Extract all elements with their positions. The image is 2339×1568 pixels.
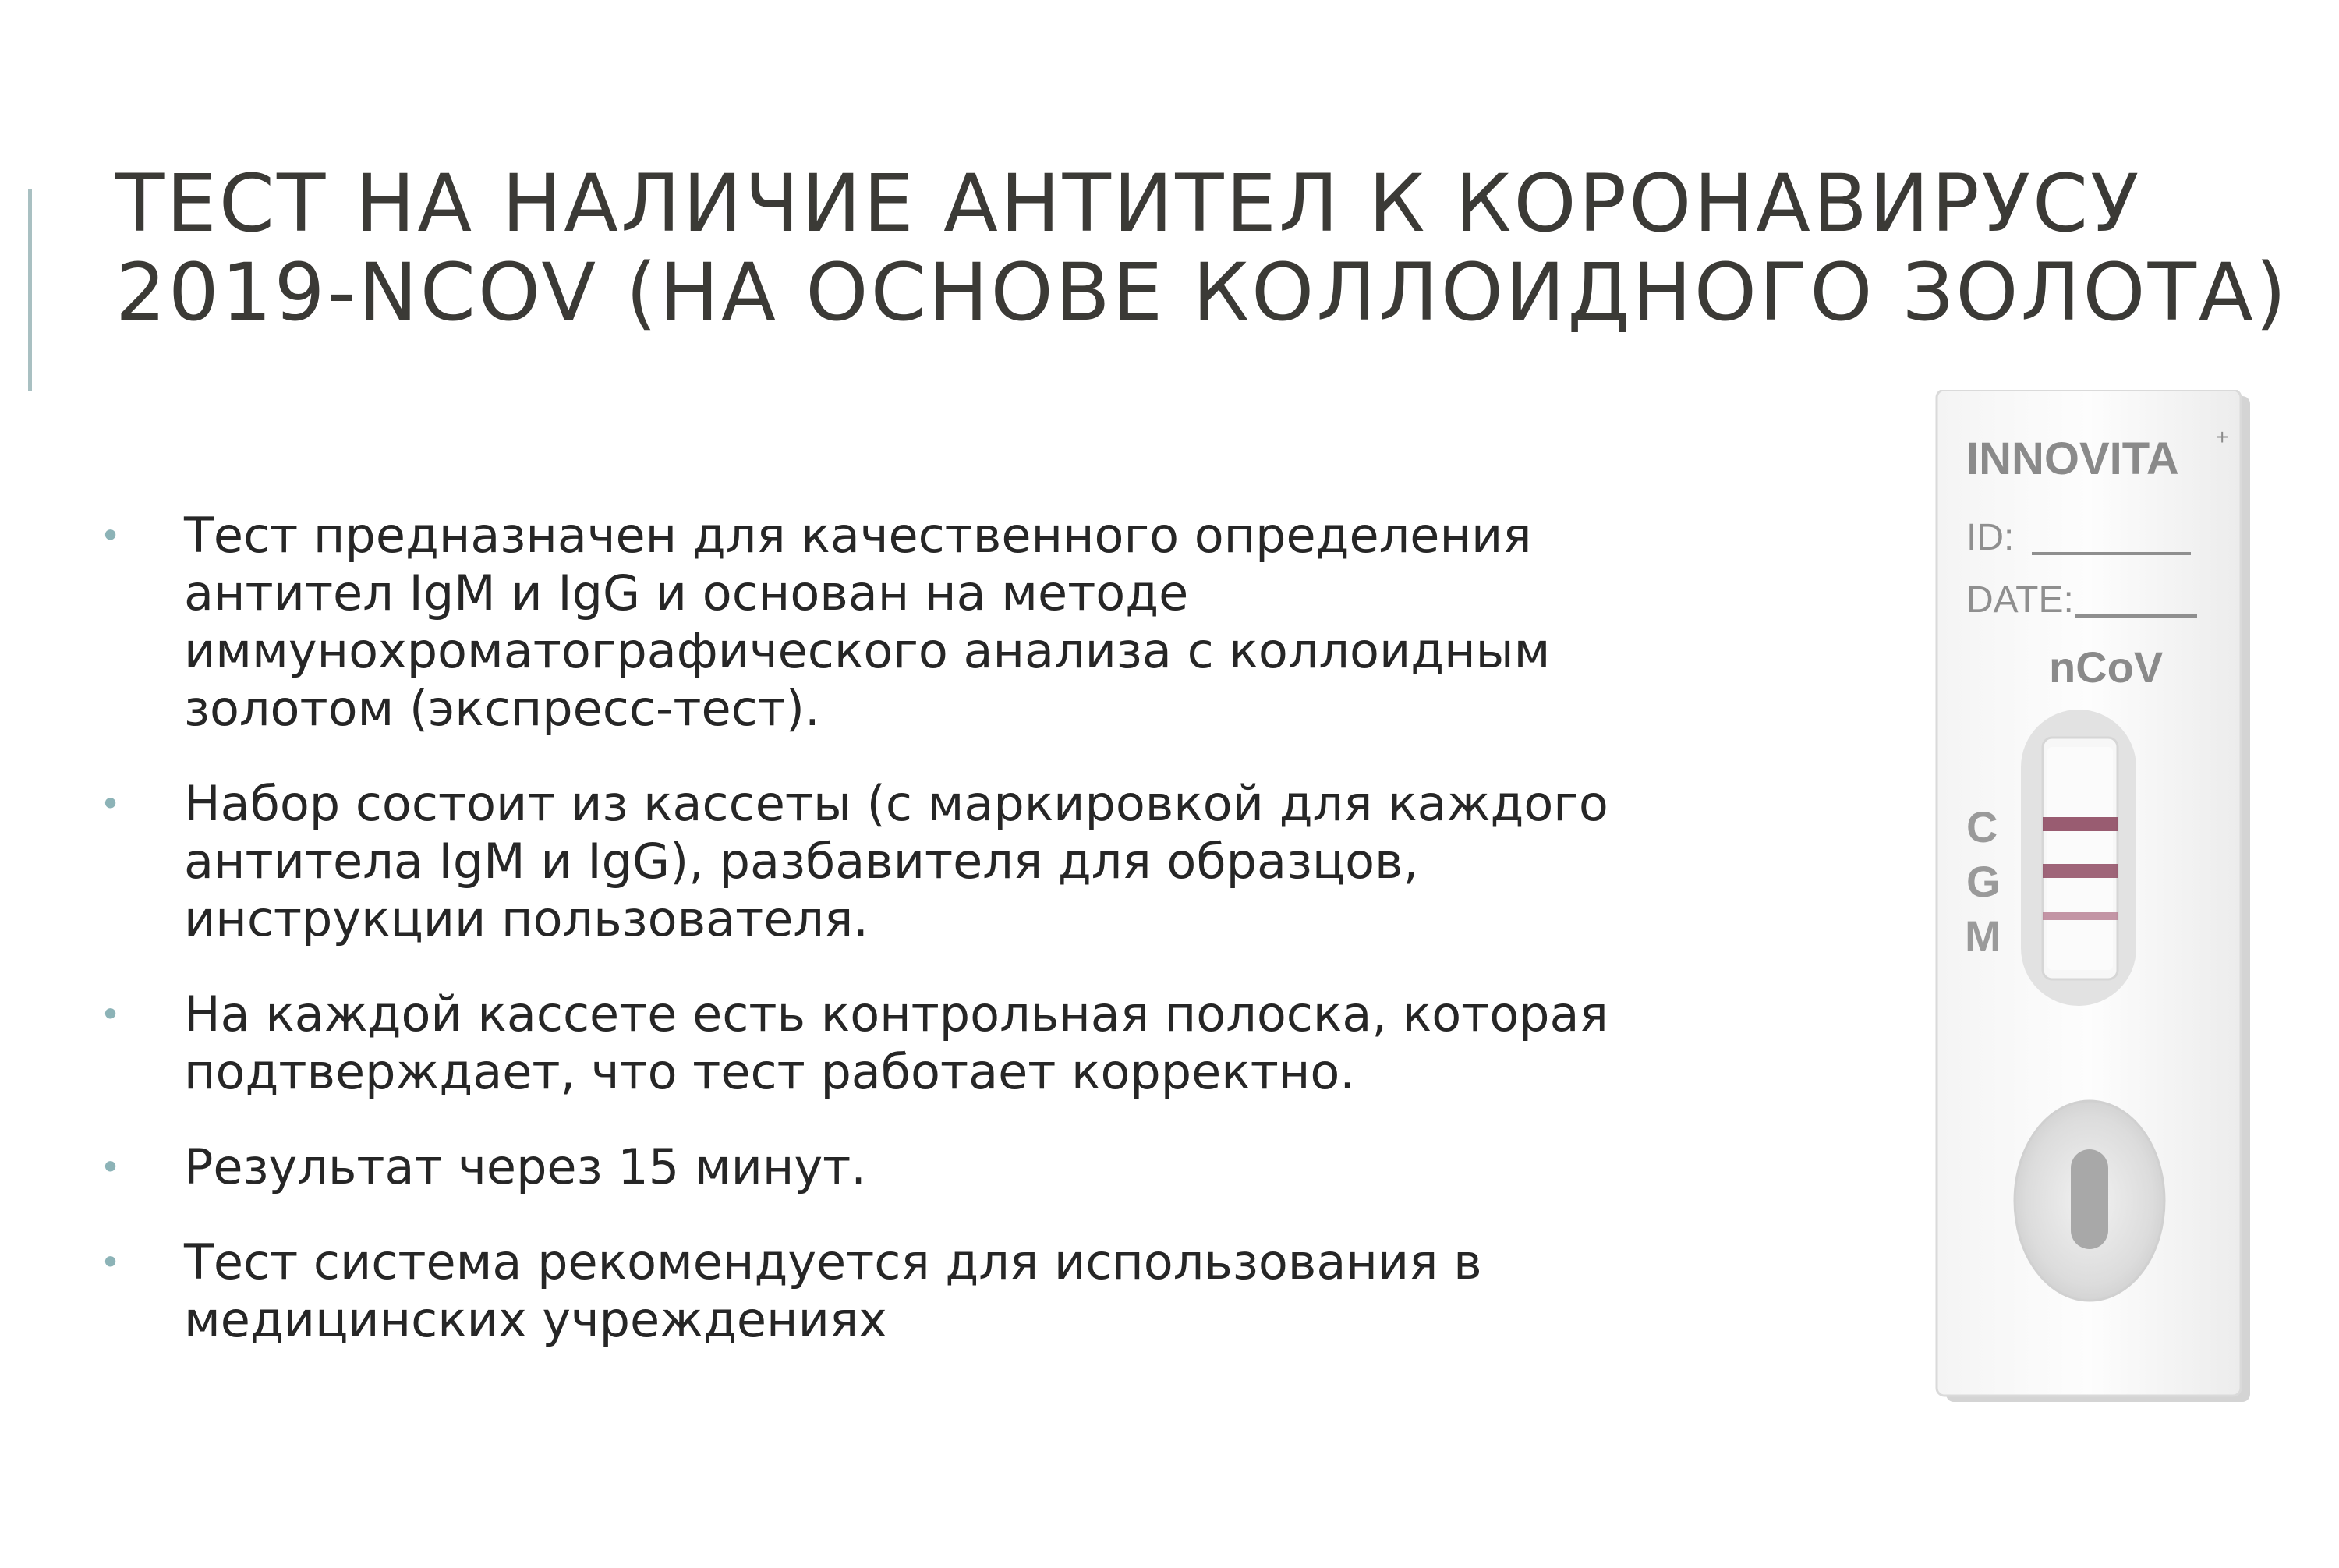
bullet-item [94,775,1700,948]
slide-title-line: ТЕСТ НА НАЛИЧИЕ АНТИТЕЛ К КОРОНАВИРУСУ [115,158,2142,250]
bullet-text: Результат через 15 минут. [184,1138,866,1195]
id-label: ID: [1966,517,2015,558]
brand-logo-text: INNOVITA [1966,434,2179,484]
line-label-m: M [1965,911,2001,961]
line-label-g: G [1966,857,2001,906]
product-name: nCoV [2049,642,2164,692]
bullet-item [94,1234,1700,1349]
bullet-text: Тест предназначен для качественного определения антител IgM и IgG и основан на методе иммунохроматографического анализа с коллоидным золотом (экспресс-тест). [184,507,1551,737]
bullet-item [94,507,1700,738]
bullet-dot: • [100,783,122,825]
test-cassette-illustration [1926,390,2261,1403]
bullet-item [94,986,1700,1101]
test-cassette-image [1926,390,2261,1403]
title-accent-bar [28,189,32,391]
date-label: DATE: [1966,579,2074,621]
bullet-text: Тест система рекомендуется для использования в медицинских учреждениях [184,1234,1482,1348]
brand-logo-mark: + [2216,425,2229,449]
bullet-list [94,507,1700,1386]
bullet-dot: • [100,1241,122,1283]
slide-title [115,158,2289,339]
control-line [2043,817,2118,831]
sample-port [2071,1149,2108,1249]
bullet-text: На каждой кассете есть контрольная полоска, которая подтверждает, что тест работает корректно. [184,986,1608,1100]
bullet-dot: • [100,993,122,1035]
igg-line [2043,864,2118,878]
bullet-text: Набор состоит из кассеты (с маркировкой для каждого антитела IgM и IgG), разбавителя для образцов, инструкции пользователя. [184,775,1608,947]
slide-title-line: 2019-NCOV (НА ОСНОВЕ КОЛЛОИДНОГО ЗОЛОТА) [115,246,2289,339]
bullet-dot: • [100,1146,122,1188]
igm-line [2043,912,2118,920]
line-label-c: C [1966,802,1998,851]
bullet-item [94,1138,1700,1196]
bullet-dot: • [100,515,122,557]
test-strip [2047,747,2113,970]
